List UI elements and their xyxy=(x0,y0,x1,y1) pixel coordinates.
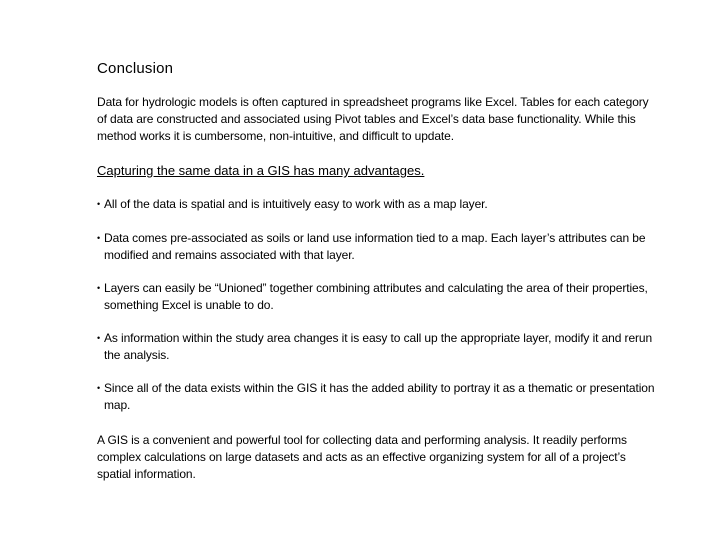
bullet-icon: • xyxy=(97,283,101,293)
bullet-text: Data comes pre-associated as soils or land use information tied to a map. Each layer’s attributes can be modified and remains associated with that layer. xyxy=(104,231,646,262)
bullet-item xyxy=(97,330,657,364)
bullet-item xyxy=(97,230,657,264)
bullet-text: Layers can easily be “Unioned” together combining attributes and calculating the area of their properties, something Excel is unable to do. xyxy=(104,281,648,312)
bullet-icon: • xyxy=(97,333,101,343)
bullet-icon: • xyxy=(97,383,101,393)
bullet-item xyxy=(97,280,657,314)
bullet-text: All of the data is spatial and is intuitively easy to work with as a map layer. xyxy=(104,197,488,211)
slide-title: Conclusion xyxy=(97,60,174,77)
bullet-icon: • xyxy=(97,199,101,209)
bullet-text: Since all of the data exists within the GIS it has the added ability to portray it as a thematic or presentation map. xyxy=(104,381,655,412)
advantages-subheading: Capturing the same data in a GIS has many advantages. xyxy=(97,163,425,178)
bullet-icon: • xyxy=(97,233,101,243)
intro-paragraph: Data for hydrologic models is often captured in spreadsheet programs like Excel. Tables for each category of data are constructed and associated using Pivot tables and Excel’s data base functionality. While this method works it is cumbersome, non-intuitive, and difficult to update. xyxy=(97,95,649,143)
bullet-item xyxy=(97,380,657,414)
bullet-item xyxy=(97,196,657,213)
closing-paragraph: A GIS is a convenient and powerful tool for collecting data and performing analysis. It readily performs complex calculations on large datasets and acts as an effective organizing system for all of a project’s spatial information. xyxy=(97,433,627,481)
bullet-text: As information within the study area changes it is easy to call up the appropriate layer, modify it and rerun the analysis. xyxy=(104,331,653,362)
